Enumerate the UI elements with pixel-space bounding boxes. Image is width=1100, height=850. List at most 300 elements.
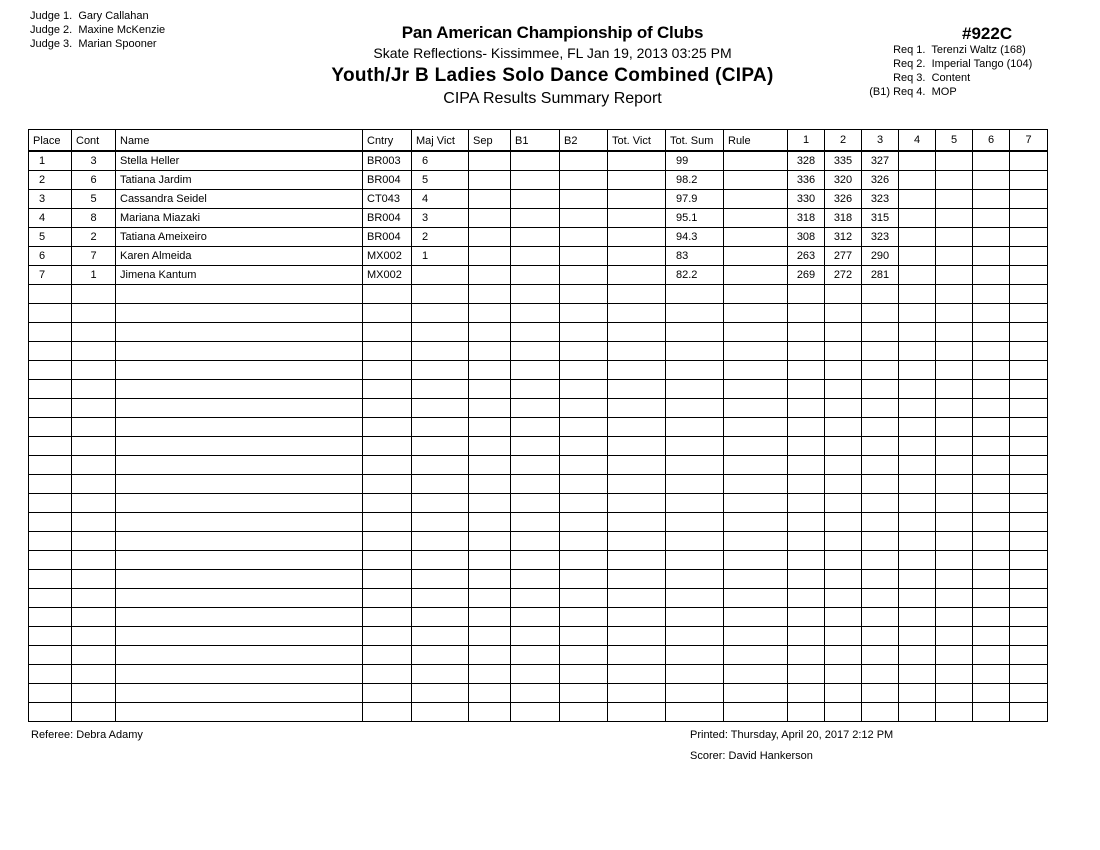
empty-cell xyxy=(899,437,936,456)
cell-cntry: BR004 xyxy=(363,209,412,228)
empty-cell xyxy=(825,589,862,608)
cell-place: 1 xyxy=(29,151,72,171)
empty-cell xyxy=(560,437,608,456)
empty-cell xyxy=(469,665,511,684)
empty-cell xyxy=(724,646,788,665)
empty-cell xyxy=(724,608,788,627)
empty-cell xyxy=(412,494,469,513)
empty-cell xyxy=(363,475,412,494)
empty-cell xyxy=(862,551,899,570)
cell-place: 5 xyxy=(29,228,72,247)
empty-cell xyxy=(469,342,511,361)
empty-cell xyxy=(511,684,560,703)
empty-cell xyxy=(825,608,862,627)
cell-j5 xyxy=(936,209,973,228)
empty-cell xyxy=(724,342,788,361)
empty-cell xyxy=(412,665,469,684)
empty-cell xyxy=(412,437,469,456)
scorer: Scorer: David Hankerson xyxy=(690,750,813,762)
empty-cell xyxy=(72,342,116,361)
empty-cell xyxy=(72,304,116,323)
cell-b2 xyxy=(560,171,608,190)
cell-j3: 315 xyxy=(862,209,899,228)
empty-cell xyxy=(825,361,862,380)
empty-cell xyxy=(560,380,608,399)
empty-cell xyxy=(936,304,973,323)
empty-cell xyxy=(973,475,1010,494)
req-prefix: (B1) xyxy=(869,86,890,98)
empty-cell xyxy=(1010,380,1048,399)
empty-cell xyxy=(116,437,363,456)
empty-cell xyxy=(1010,418,1048,437)
cell-rule xyxy=(724,151,788,171)
empty-cell xyxy=(1010,437,1048,456)
empty-cell xyxy=(666,380,724,399)
empty-cell xyxy=(666,703,724,722)
empty-cell xyxy=(724,532,788,551)
empty-cell xyxy=(825,380,862,399)
cell-name: Karen Almeida xyxy=(116,247,363,266)
empty-cell xyxy=(936,646,973,665)
empty-cell xyxy=(899,589,936,608)
empty-cell xyxy=(412,323,469,342)
empty-cell xyxy=(899,418,936,437)
cell-sep xyxy=(469,228,511,247)
venue-date: Skate Reflections- Kissimmee, FL Jan 19, 2013 03:25 PM xyxy=(373,45,732,61)
empty-cell xyxy=(560,342,608,361)
judge-2 xyxy=(30,23,165,37)
cell-j5 xyxy=(936,247,973,266)
empty-cell xyxy=(666,285,724,304)
cell-b1 xyxy=(511,171,560,190)
empty-cell xyxy=(825,646,862,665)
empty-cell xyxy=(788,513,825,532)
empty-table-row xyxy=(29,342,1048,361)
empty-cell xyxy=(666,456,724,475)
cell-place: 2 xyxy=(29,171,72,190)
empty-cell xyxy=(862,342,899,361)
printed-timestamp: Printed: Thursday, April 20, 2017 2:12 PM xyxy=(690,729,894,741)
cell-j1: 269 xyxy=(788,266,825,285)
empty-cell xyxy=(862,513,899,532)
empty-table-row xyxy=(29,304,1048,323)
cell-b2 xyxy=(560,209,608,228)
championship-title: Pan American Championship of Clubs xyxy=(401,23,704,42)
empty-cell xyxy=(469,703,511,722)
empty-cell xyxy=(469,323,511,342)
empty-cell xyxy=(724,285,788,304)
empty-cell xyxy=(116,627,363,646)
empty-cell xyxy=(29,437,72,456)
empty-cell xyxy=(825,323,862,342)
empty-cell xyxy=(469,684,511,703)
cell-b1 xyxy=(511,190,560,209)
empty-cell xyxy=(116,361,363,380)
empty-cell xyxy=(363,551,412,570)
empty-cell xyxy=(973,323,1010,342)
empty-cell xyxy=(862,285,899,304)
empty-table-row xyxy=(29,532,1048,551)
empty-cell xyxy=(666,570,724,589)
empty-cell xyxy=(116,380,363,399)
empty-cell xyxy=(363,437,412,456)
cell-j2: 335 xyxy=(825,151,862,171)
empty-cell xyxy=(469,494,511,513)
judge-1 xyxy=(30,9,165,23)
empty-cell xyxy=(825,684,862,703)
referee: Referee: Debra Adamy xyxy=(31,729,143,741)
empty-cell xyxy=(116,665,363,684)
cell-tot-sum: 98.2 xyxy=(666,171,724,190)
empty-cell xyxy=(412,380,469,399)
empty-cell xyxy=(511,437,560,456)
cell-j4 xyxy=(899,151,936,171)
empty-cell xyxy=(825,399,862,418)
empty-cell xyxy=(899,285,936,304)
empty-cell xyxy=(724,437,788,456)
empty-cell xyxy=(1010,703,1048,722)
cell-j6 xyxy=(973,228,1010,247)
empty-cell xyxy=(560,646,608,665)
empty-cell xyxy=(72,323,116,342)
empty-cell xyxy=(862,665,899,684)
empty-cell xyxy=(469,437,511,456)
empty-cell xyxy=(899,684,936,703)
empty-cell xyxy=(862,304,899,323)
empty-cell xyxy=(511,608,560,627)
cell-rule xyxy=(724,209,788,228)
empty-cell xyxy=(469,456,511,475)
empty-cell xyxy=(899,323,936,342)
empty-cell xyxy=(724,456,788,475)
empty-cell xyxy=(788,342,825,361)
empty-cell xyxy=(29,570,72,589)
empty-cell xyxy=(666,475,724,494)
requirement-3 xyxy=(858,71,1058,85)
empty-cell xyxy=(412,285,469,304)
empty-cell xyxy=(363,418,412,437)
empty-cell xyxy=(899,551,936,570)
empty-cell xyxy=(412,532,469,551)
empty-cell xyxy=(412,361,469,380)
empty-cell xyxy=(862,589,899,608)
empty-cell xyxy=(973,342,1010,361)
empty-cell xyxy=(560,456,608,475)
empty-cell xyxy=(363,703,412,722)
empty-cell xyxy=(116,494,363,513)
cell-sep xyxy=(469,266,511,285)
cell-maj-vict: 5 xyxy=(412,171,469,190)
cell-j4 xyxy=(899,209,936,228)
empty-cell xyxy=(788,551,825,570)
empty-cell xyxy=(511,323,560,342)
empty-cell xyxy=(788,437,825,456)
empty-cell xyxy=(973,532,1010,551)
empty-cell xyxy=(116,646,363,665)
empty-cell xyxy=(825,703,862,722)
empty-cell xyxy=(899,304,936,323)
empty-cell xyxy=(724,513,788,532)
empty-cell xyxy=(825,551,862,570)
empty-cell xyxy=(29,665,72,684)
empty-cell xyxy=(116,399,363,418)
cell-maj-vict: 3 xyxy=(412,209,469,228)
empty-cell xyxy=(788,418,825,437)
empty-cell xyxy=(72,532,116,551)
empty-cell xyxy=(29,684,72,703)
empty-cell xyxy=(724,380,788,399)
empty-cell xyxy=(1010,494,1048,513)
cell-j4 xyxy=(899,171,936,190)
empty-cell xyxy=(666,342,724,361)
table-row xyxy=(29,190,1048,209)
empty-cell xyxy=(936,437,973,456)
empty-cell xyxy=(973,608,1010,627)
empty-cell xyxy=(469,608,511,627)
empty-cell xyxy=(511,475,560,494)
cell-maj-vict xyxy=(412,266,469,285)
table-row xyxy=(29,151,1048,171)
empty-cell xyxy=(608,646,666,665)
cell-name: Tatiana Jardim xyxy=(116,171,363,190)
empty-cell xyxy=(29,513,72,532)
cell-j2: 320 xyxy=(825,171,862,190)
empty-cell xyxy=(29,475,72,494)
empty-cell xyxy=(899,513,936,532)
empty-cell xyxy=(788,570,825,589)
cell-maj-vict: 1 xyxy=(412,247,469,266)
table-header-row xyxy=(29,130,1048,152)
empty-cell xyxy=(412,646,469,665)
empty-cell xyxy=(363,399,412,418)
requirement-1 xyxy=(858,43,1058,57)
empty-cell xyxy=(469,532,511,551)
empty-cell xyxy=(936,665,973,684)
empty-cell xyxy=(936,494,973,513)
cell-tot-sum: 99 xyxy=(666,151,724,171)
empty-cell xyxy=(72,608,116,627)
empty-cell xyxy=(899,380,936,399)
empty-cell xyxy=(116,456,363,475)
cell-j3: 326 xyxy=(862,171,899,190)
cell-name: Mariana Miazaki xyxy=(116,209,363,228)
empty-cell xyxy=(29,703,72,722)
empty-cell xyxy=(363,304,412,323)
cell-j6 xyxy=(973,171,1010,190)
cell-cont: 5 xyxy=(72,190,116,209)
empty-cell xyxy=(412,589,469,608)
empty-cell xyxy=(560,665,608,684)
empty-cell xyxy=(825,627,862,646)
cell-j4 xyxy=(899,190,936,209)
empty-cell xyxy=(724,665,788,684)
empty-cell xyxy=(973,418,1010,437)
cell-b2 xyxy=(560,228,608,247)
empty-cell xyxy=(936,532,973,551)
empty-cell xyxy=(412,703,469,722)
empty-table-row xyxy=(29,627,1048,646)
empty-cell xyxy=(116,532,363,551)
empty-cell xyxy=(469,380,511,399)
empty-cell xyxy=(412,342,469,361)
cell-cont: 2 xyxy=(72,228,116,247)
empty-cell xyxy=(560,399,608,418)
empty-cell xyxy=(1010,608,1048,627)
empty-cell xyxy=(412,513,469,532)
cell-j3: 327 xyxy=(862,151,899,171)
empty-cell xyxy=(608,304,666,323)
empty-cell xyxy=(973,380,1010,399)
empty-cell xyxy=(560,608,608,627)
empty-cell xyxy=(862,570,899,589)
empty-cell xyxy=(973,437,1010,456)
cell-b2 xyxy=(560,151,608,171)
col-place: Place xyxy=(29,130,72,152)
empty-cell xyxy=(666,608,724,627)
empty-cell xyxy=(560,418,608,437)
empty-cell xyxy=(862,437,899,456)
empty-cell xyxy=(72,456,116,475)
empty-cell xyxy=(788,304,825,323)
empty-cell xyxy=(363,342,412,361)
req-label: Req 2. xyxy=(893,58,926,70)
empty-cell xyxy=(560,285,608,304)
empty-cell xyxy=(862,323,899,342)
judges-list xyxy=(30,9,165,51)
cell-tot-sum: 82.2 xyxy=(666,266,724,285)
empty-cell xyxy=(666,684,724,703)
empty-cell xyxy=(469,551,511,570)
empty-cell xyxy=(1010,532,1048,551)
cell-j2: 277 xyxy=(825,247,862,266)
empty-cell xyxy=(363,646,412,665)
empty-cell xyxy=(666,399,724,418)
cell-tot-vict xyxy=(608,171,666,190)
table-row xyxy=(29,209,1048,228)
col-maj-vict: Maj Vict xyxy=(412,130,469,152)
empty-cell xyxy=(1010,361,1048,380)
empty-cell xyxy=(29,380,72,399)
cell-j7 xyxy=(1010,209,1048,228)
cell-tot-sum: 94.3 xyxy=(666,228,724,247)
empty-cell xyxy=(788,380,825,399)
empty-cell xyxy=(511,418,560,437)
empty-cell xyxy=(363,608,412,627)
empty-cell xyxy=(72,361,116,380)
empty-cell xyxy=(29,551,72,570)
cell-j7 xyxy=(1010,151,1048,171)
empty-cell xyxy=(608,513,666,532)
empty-cell xyxy=(666,418,724,437)
cell-name: Tatiana Ameixeiro xyxy=(116,228,363,247)
empty-cell xyxy=(825,494,862,513)
empty-cell xyxy=(788,456,825,475)
empty-cell xyxy=(608,494,666,513)
empty-cell xyxy=(72,418,116,437)
empty-cell xyxy=(666,646,724,665)
req-value: Content xyxy=(931,72,971,84)
empty-cell xyxy=(936,570,973,589)
empty-cell xyxy=(29,494,72,513)
req-label: Req 3. xyxy=(893,72,926,84)
cell-j3: 290 xyxy=(862,247,899,266)
empty-cell xyxy=(72,589,116,608)
cell-b2 xyxy=(560,190,608,209)
empty-cell xyxy=(560,703,608,722)
empty-cell xyxy=(666,304,724,323)
empty-cell xyxy=(511,551,560,570)
empty-cell xyxy=(936,551,973,570)
cell-cntry: CT043 xyxy=(363,190,412,209)
empty-cell xyxy=(72,380,116,399)
cell-tot-vict xyxy=(608,266,666,285)
empty-cell xyxy=(560,323,608,342)
empty-cell xyxy=(1010,589,1048,608)
empty-cell xyxy=(412,627,469,646)
empty-cell xyxy=(666,532,724,551)
empty-cell xyxy=(363,456,412,475)
empty-cell xyxy=(936,608,973,627)
empty-cell xyxy=(973,513,1010,532)
empty-table-row xyxy=(29,589,1048,608)
cell-cntry: BR004 xyxy=(363,171,412,190)
empty-cell xyxy=(412,475,469,494)
empty-table-row xyxy=(29,361,1048,380)
empty-cell xyxy=(363,380,412,399)
cell-sep xyxy=(469,209,511,228)
empty-cell xyxy=(899,665,936,684)
empty-cell xyxy=(469,513,511,532)
cell-j2: 318 xyxy=(825,209,862,228)
empty-cell xyxy=(936,380,973,399)
empty-cell xyxy=(973,589,1010,608)
empty-cell xyxy=(363,532,412,551)
empty-cell xyxy=(72,551,116,570)
empty-cell xyxy=(825,304,862,323)
empty-cell xyxy=(862,703,899,722)
empty-cell xyxy=(1010,323,1048,342)
empty-cell xyxy=(973,399,1010,418)
empty-cell xyxy=(608,570,666,589)
cell-j6 xyxy=(973,266,1010,285)
empty-cell xyxy=(116,570,363,589)
cell-b1 xyxy=(511,247,560,266)
cell-sep xyxy=(469,151,511,171)
col-judge-4: 4 xyxy=(899,130,936,152)
empty-table-row xyxy=(29,513,1048,532)
empty-cell xyxy=(511,646,560,665)
empty-cell xyxy=(469,589,511,608)
table-row xyxy=(29,228,1048,247)
empty-cell xyxy=(724,323,788,342)
empty-cell xyxy=(560,532,608,551)
empty-cell xyxy=(1010,475,1048,494)
empty-cell xyxy=(1010,304,1048,323)
empty-cell xyxy=(973,304,1010,323)
empty-cell xyxy=(973,665,1010,684)
judge-name: Gary Callahan xyxy=(78,10,149,22)
empty-cell xyxy=(608,399,666,418)
empty-cell xyxy=(825,285,862,304)
empty-cell xyxy=(412,456,469,475)
empty-table-row xyxy=(29,380,1048,399)
empty-cell xyxy=(862,456,899,475)
empty-cell xyxy=(936,513,973,532)
empty-cell xyxy=(29,399,72,418)
empty-cell xyxy=(666,361,724,380)
empty-cell xyxy=(469,285,511,304)
empty-cell xyxy=(608,323,666,342)
